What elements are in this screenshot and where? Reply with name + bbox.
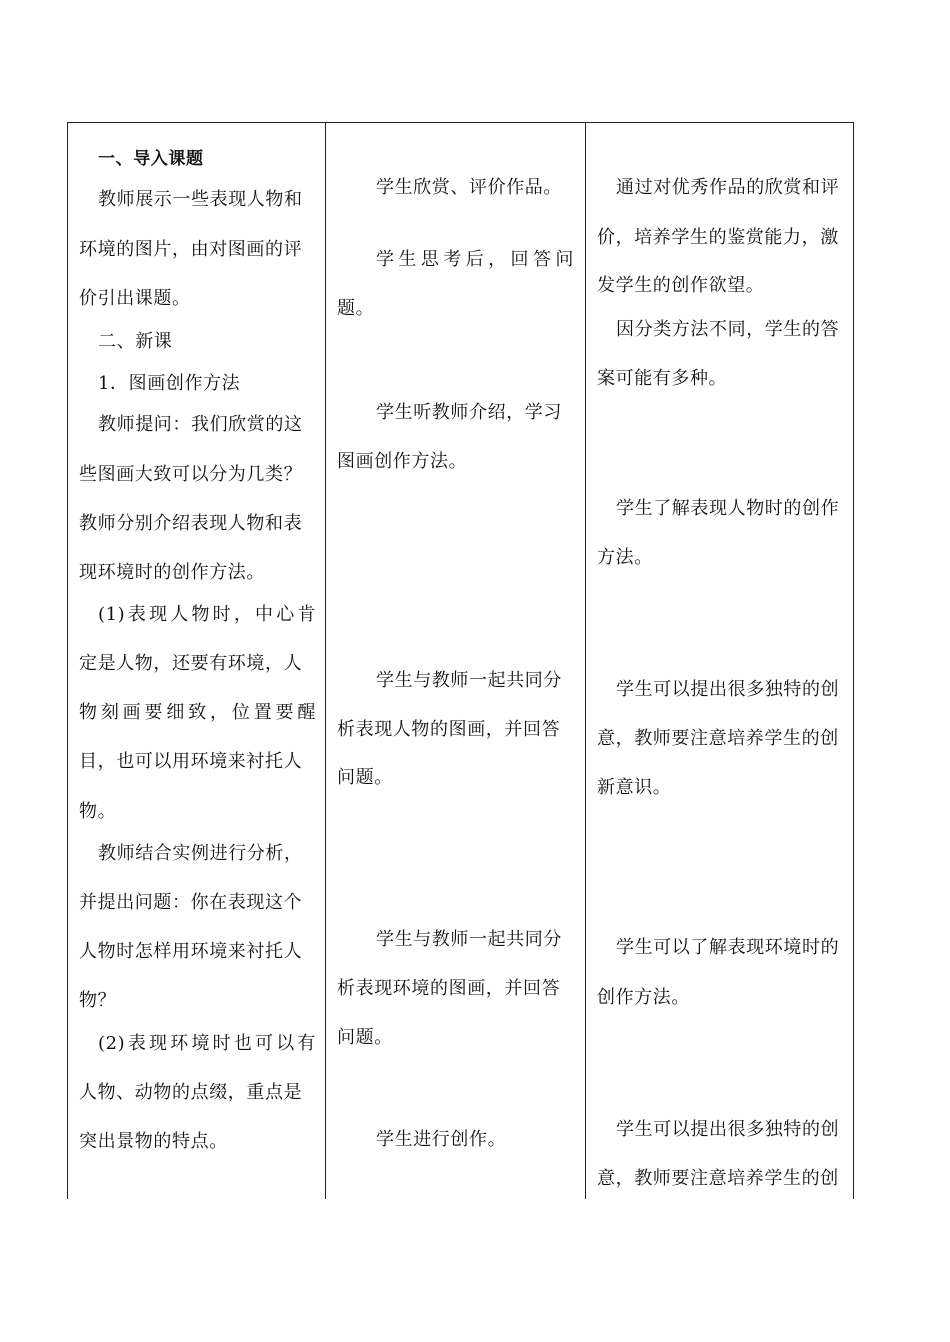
text-line: 题。	[337, 298, 375, 319]
text-line: 教师提问：我们欣赏的这	[98, 414, 303, 435]
text-line: 学生可以提出很多独特的创	[616, 679, 840, 700]
text-line: 目，也可以用环境来衬托人	[79, 751, 303, 772]
text-line: 学生欣赏、评价作品。	[376, 177, 562, 198]
text-line: 创作方法。	[597, 987, 690, 1008]
text-line: 现环境时的创作方法。	[79, 562, 265, 583]
lesson-table	[67, 122, 854, 1199]
text-line: 析表现环境的图画，并回答	[337, 978, 561, 999]
text-line: 价，培养学生的鉴赏能力，激	[597, 227, 839, 248]
text-line: 教师分别介绍表现人物和表	[79, 513, 303, 534]
text-line: 新意识。	[597, 777, 672, 798]
text-line: 学生思考后，回答问	[376, 249, 574, 270]
text-line: 学生进行创作。	[376, 1129, 507, 1150]
text-line: 方法。	[597, 547, 653, 568]
text-line: 学生听教师介绍，学习	[376, 402, 562, 423]
text-line: 物刻画要细致，位置要醒	[79, 702, 316, 723]
section-heading-intro: 一、导入课题	[98, 149, 204, 169]
text-line: 案可能有多种。	[597, 368, 728, 389]
text-line: 些图画大致可以分为几类？	[79, 464, 303, 485]
text-line: 价引出课题。	[79, 288, 191, 309]
column-divider-2	[585, 123, 586, 1199]
column-divider-1	[325, 123, 326, 1199]
text-line: 并提出问题：你在表现这个	[79, 892, 303, 913]
text-line: 教师结合实例进行分析，	[98, 843, 303, 864]
text-line: 问题。	[337, 767, 393, 788]
text-line: 通过对优秀作品的欣赏和评	[616, 177, 840, 198]
text-line: 学生了解表现人物时的创作	[616, 498, 840, 519]
text-line: 学生可以了解表现环境时的	[616, 937, 840, 958]
text-line: 环境的图片，由对图画的评	[79, 239, 303, 260]
text-line: 人物时怎样用环境来衬托人	[79, 941, 303, 962]
text-line: 突出景物的特点。	[79, 1131, 228, 1152]
text-line: 学生可以提出很多独特的创	[616, 1119, 840, 1140]
text-line: 定是人物，还要有环境，人	[79, 653, 303, 674]
text-line: 人物、动物的点缀，重点是	[79, 1082, 303, 1103]
text-line: 学生与教师一起共同分	[376, 929, 562, 950]
section-heading-new: 二、新课	[98, 331, 173, 352]
text-line: 问题。	[337, 1027, 393, 1048]
text-line: 教师展示一些表现人物和	[98, 189, 303, 210]
text-line: (1)表现人物时，中心肯	[98, 604, 316, 625]
text-line: 意，教师要注意培养学生的创	[597, 728, 839, 749]
text-line: 物？	[79, 990, 117, 1011]
text-line: (2)表现环境时也可以有	[98, 1033, 316, 1054]
text-line: 学生与教师一起共同分	[376, 670, 562, 691]
text-line: 因分类方法不同，学生的答	[616, 319, 840, 340]
text-line: 析表现人物的图画，并回答	[337, 719, 561, 740]
text-line: 物。	[79, 801, 117, 822]
text-line: 发学生的创作欲望。	[597, 275, 765, 296]
text-line: 图画创作方法。	[337, 451, 468, 472]
text-line: 意，教师要注意培养学生的创	[597, 1168, 839, 1189]
subheading-method: 1．图画创作方法	[98, 373, 241, 394]
